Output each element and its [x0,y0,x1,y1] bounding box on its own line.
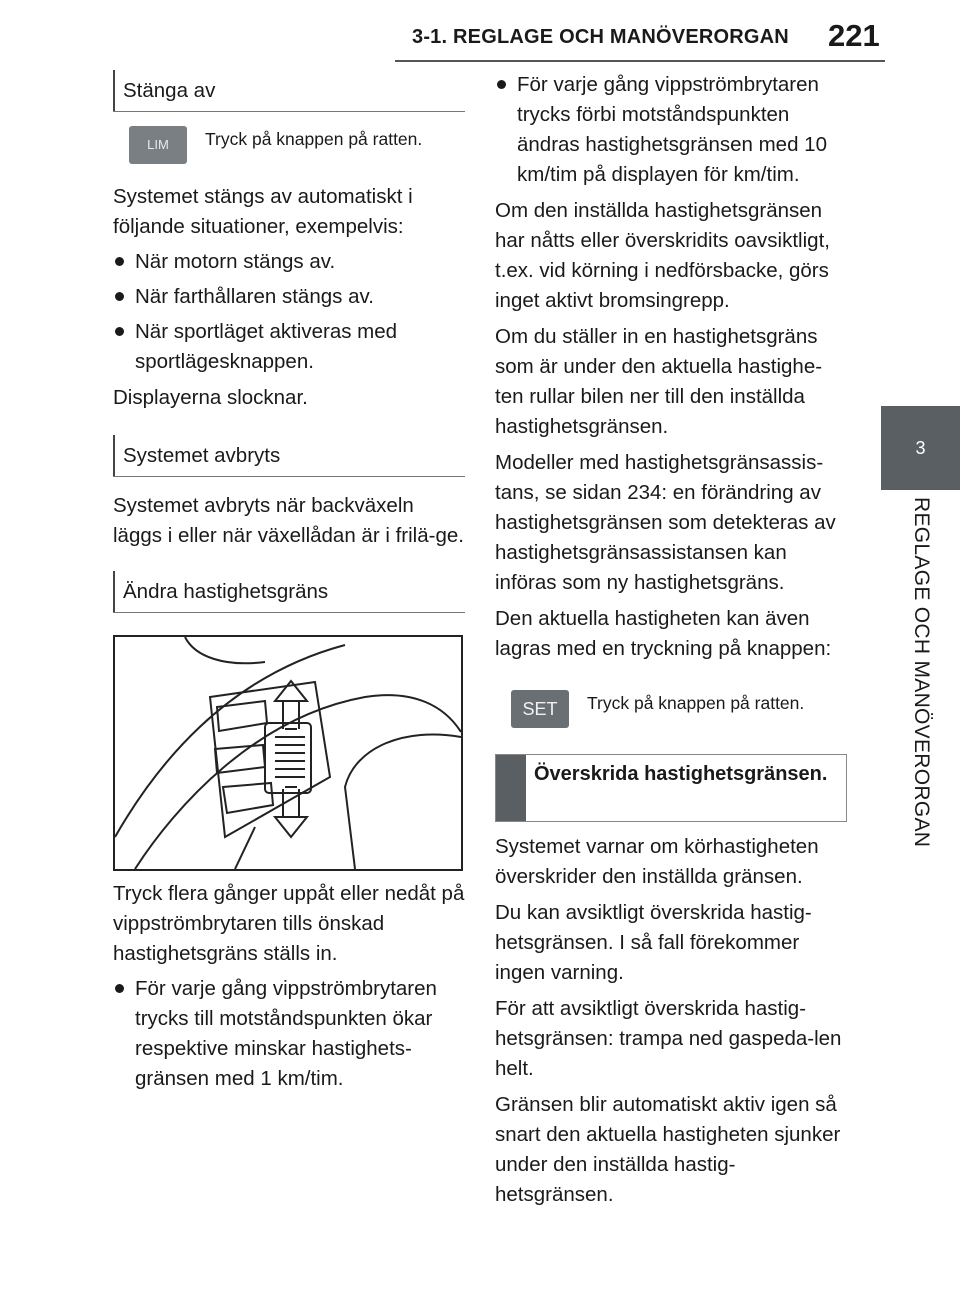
list-item: För varje gång vippströmbrytaren trycks till motståndspunkten ökar respektive minskar hastighets-gränsen med 1 km/tim. [113,974,465,1094]
paragraph: Modeller med hastighetsgränsassis-tans, se sidan 234: en förändring av hastighetsgränsen som detekteras av hastighetsgränsassistansen kan införas som ny hastighetsgräns. [495,451,836,594]
bullet-list [113,247,465,377]
section-title: 3-1. REGLAGE OCH MANÖVERORGAN [412,26,789,48]
set-button-text: Tryck på knappen på ratten. [587,693,805,713]
set-button-icon: SET [511,690,569,728]
page-number: 221 [828,18,880,53]
right-column [495,70,847,1210]
warning-box-bar [496,755,526,821]
paragraph: Systemet varnar om körhastigheten överskrider den inställda gränsen. [495,835,819,888]
paragraph: Du kan avsiktligt överskrida hastig-hetsgränsen. I så fall förekommer ingen varning. [495,901,812,984]
steering-wheel-switch-illustration [113,635,463,871]
set-button-row [511,690,847,728]
lim-button-text: Tryck på knappen på ratten. [205,129,423,149]
lim-button-icon: LIM [129,126,187,164]
paragraph: För att avsiktligt överskrida hastig-hetsgränsen: trampa ned gaspeda-len helt. [495,997,842,1080]
list-item: När sportläget aktiveras med sportlägesknappen. [113,317,465,377]
paragraph: Gränsen blir automatiskt aktiv igen så snart den aktuella hastigheten sjunker under den inställda hastig-hetsgränsen. [495,1093,841,1206]
paragraph: Tryck flera gånger uppåt eller nedåt på vippströmbrytaren tills önskad hastighetsgräns ställs in. [113,882,465,965]
chapter-number: 3 [915,437,926,458]
bullet-list [495,70,847,190]
list-item: För varje gång vippströmbrytaren trycks förbi motståndspunkten ändras hastighetsgränsen med 10 km/tim på displayen för km/tim. [495,70,847,190]
chapter-label: REGLAGE OCH MANÖVERORGAN [910,497,933,848]
chapter-tab [881,406,960,490]
list-item: När motorn stängs av. [113,247,465,277]
list-item: När farthållaren stängs av. [113,282,465,312]
bullet-list [113,974,465,1094]
paragraph: Den aktuella hastigheten kan även lagras med en tryckning på knappen: [495,607,832,660]
paragraph: Displayerna slocknar. [113,386,308,409]
lim-button-row [129,126,465,164]
warning-heading: Överskrida hastighetsgränsen. [534,763,828,785]
header-rule [395,60,885,62]
paragraph: Om den inställda hastighetsgränsen har nåtts eller överskridits oavsiktligt, t.ex. vid körning i nedförsbacke, görs inget aktivt bromsingrepp. [495,199,830,312]
warning-box [495,754,847,822]
paragraph: Systemet avbryts när backväxeln läggs i eller när växellådan är i frilä-ge. [113,494,464,547]
paragraph: Systemet stängs av automatiskt i följande situationer, exempelvis: [113,185,413,238]
paragraph: Om du ställer in en hastighetsgräns som är under den aktuella hastighe-ten rullar bilen ner till den inställda hastighetsgränsen. [495,325,823,438]
left-column [113,70,465,1094]
section-heading-andra-hastighetsgrans: Ändra hastighetsgräns [113,571,465,613]
section-heading-stanga-av: Stänga av [113,70,465,112]
steering-wheel-rocker-switch-icon [115,637,461,869]
section-heading-systemet-avbryts: Systemet avbryts [113,435,465,477]
